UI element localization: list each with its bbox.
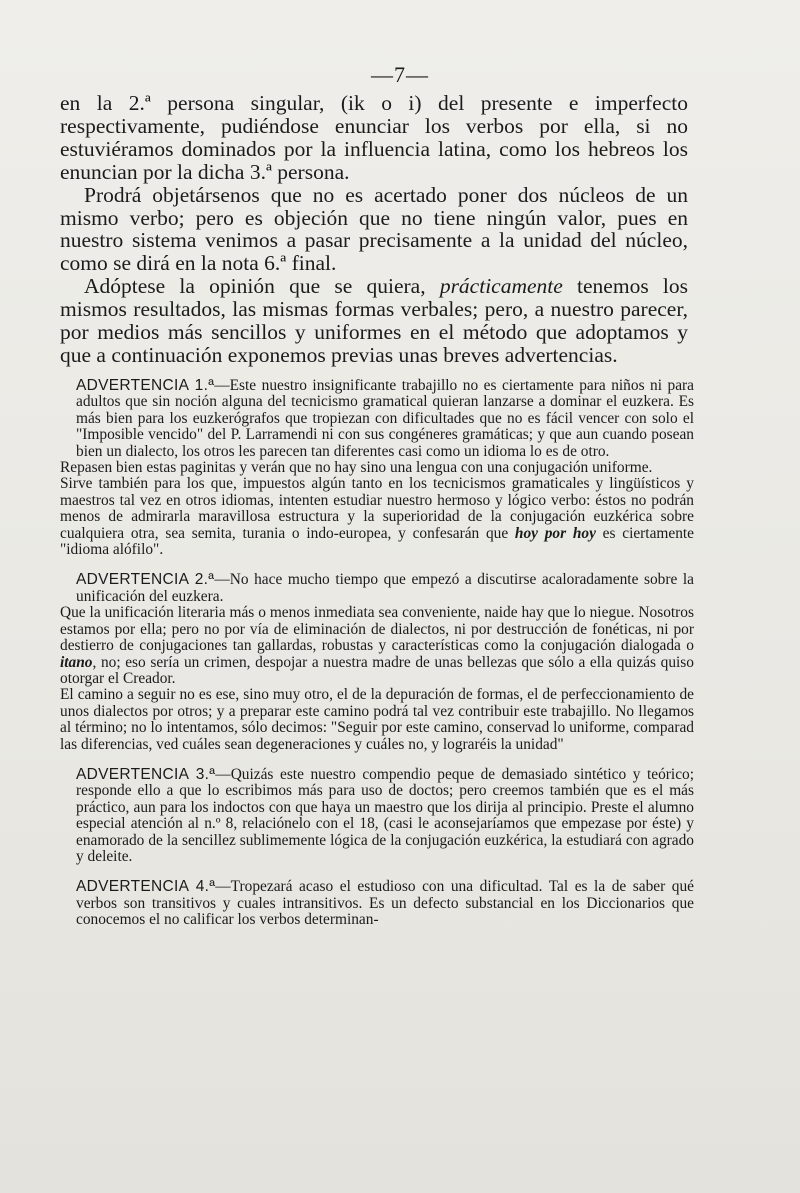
page-number: —7— [371, 62, 429, 87]
advertencias [60, 378, 694, 943]
main-text [60, 92, 688, 367]
advertencia-2-p1: —No hace mucho tiempo que empezó a discutirse acaloradamente sobre la unificación del euzkera. [76, 571, 695, 605]
main-p3-text-b: tenemos los mismos resultados, las mismas formas verbales; pero, a nuestro parecer, por medios más sencillos y uniformes en el método que adoptamos y que a continuación exponemos previas unas breves advertencias. [60, 274, 688, 367]
advertencia-4-p1: —Tropezará acaso el estudioso con una dificultad. Tal es la de saber qué verbos son transitivos y cuales intransitivos. Es un defecto substancial en los Diccionarios que conocemos el no calificar los verbos determinan- [76, 878, 695, 929]
advertencia-1-p3 [60, 476, 694, 558]
advertencia-1 [60, 378, 694, 558]
advertencia-1-p2: Repasen bien estas paginitas y verán que no hay sino una lengua con una conjugación uniforme. [60, 459, 653, 477]
advertencia-2-p2 [60, 605, 694, 687]
advertencia-1-p1: —Este nuestro insignificante trabajillo no es ciertamente para niños ni para adultos que sin noción alguna del tecnicismo gramatical quieran lanzarse a dominar el euzkera. Es más bien para los euzkerógrafos que tropiezan con dificultades que no es fácil vencer con solo el "Imposible vencido" del P. Larramendi ni con sus congéneres gramáticas; y que aun cuando posean bien un dialecto, los otros les parecen tan diferentes casi como un idioma lo es de otro. [76, 377, 695, 460]
advertencia-2-p2-emphasis: itano [60, 653, 93, 671]
advertencia-1-p3-text-b: es ciertamente "idioma alófilo". [60, 524, 695, 559]
advertencia-4 [60, 879, 694, 928]
main-paragraph-1: en la 2.ª persona singular, (ik o i) del presente e imperfecto respectivamente, pudiéndose enunciar los verbos por ella, si no estuviéramos dominados por la influencia latina, como los hebreos los enuncian por la dicha 3.ª persona. [60, 91, 688, 184]
advertencia-4-heading: ADVERTENCIA 4.ª [76, 878, 216, 896]
advertencia-1-p3-emphasis: hoy por hoy [514, 524, 596, 542]
advertencia-2-heading: ADVERTENCIA 2.ª [76, 571, 215, 589]
main-p3-emphasis: prácticamente [439, 274, 563, 299]
advertencia-1-p3-text-a: Sirve también para los que, impuestos algún tanto en los tecnicismos gramaticales y lingüísticos y maestros tal vez en otros idiomas, intenten estudiar nuestro hermoso y lógico verbo: éstos no podrán menos de admirarla maravillosa estructura y la superioridad de la conjugación euzkérica sobre cualquiera otra, sea semita, turania o indo-europea, y confesarán que [60, 475, 694, 542]
main-paragraph-2: Prodrá objetársenos que no es acertado poner dos núcleos de un mismo verbo; pero es objeción que no tiene ningún valor, pues en nuestro sistema venimos a pasar precisamente a la unidad del núcleo, como se dirá en la nota 6.ª final. [60, 182, 688, 276]
advertencia-2 [60, 572, 694, 752]
main-p3-text-a: Adóptese la opinión que se quiera, [84, 274, 440, 299]
main-paragraph-3 [60, 275, 688, 367]
advertencia-2-p3: El camino a seguir no es ese, sino muy otro, el de la depuración de formas, el de perfeccionamiento de unos dialectos por otros; y a preparar este camino podrá tal vez contribuir este trabajillo. No llegamos al término; no lo intentamos, sólo decimos: "Seguir por este camino, conservad lo uniforme, comparad las diferencias, ved cuáles sean degeneraciones y cuáles no, y lograréis la unidad" [60, 686, 694, 753]
advertencia-2-p2-text-a: Que la unificación literaria más o menos inmediata sea conveniente, naide hay que lo niegue. Nosotros estamos por ella; pero no por vía de eliminación de dialectos, ni por destrucción de fonéticas, ni por destierro de conjugaciones tan gallardas, robustas y características como la conjugación dialogada o [60, 604, 694, 655]
advertencia-1-heading: ADVERTENCIA 1.ª [76, 377, 215, 394]
advertencia-3 [60, 767, 694, 865]
advertencia-3-p1: —Quizás este nuestro compendio peque de demasiado sintético y teórico; responde ello a que lo escribimos más para uso de doctos; pero creemos también que es el más práctico, aun para los indoctos con que haya un maestro que los dirija al principio. Preste el alumno especial atención al n.º 8, relaciónelo con el 18, (casi le aconsejaríamos que empezase por éste) y enamorado de la sencillez sublimemente lógica de la conjugación euzkérica, la estudiará con agrado y deleite. [76, 765, 694, 865]
advertencia-3-heading: ADVERTENCIA 3.ª [76, 765, 216, 783]
advertencia-2-p2-text-b: , no; eso sería un crimen, despojar a nuestra madre de unas bellezas que sólo a ella quizás quiso otorgar el Creador. [60, 653, 694, 687]
